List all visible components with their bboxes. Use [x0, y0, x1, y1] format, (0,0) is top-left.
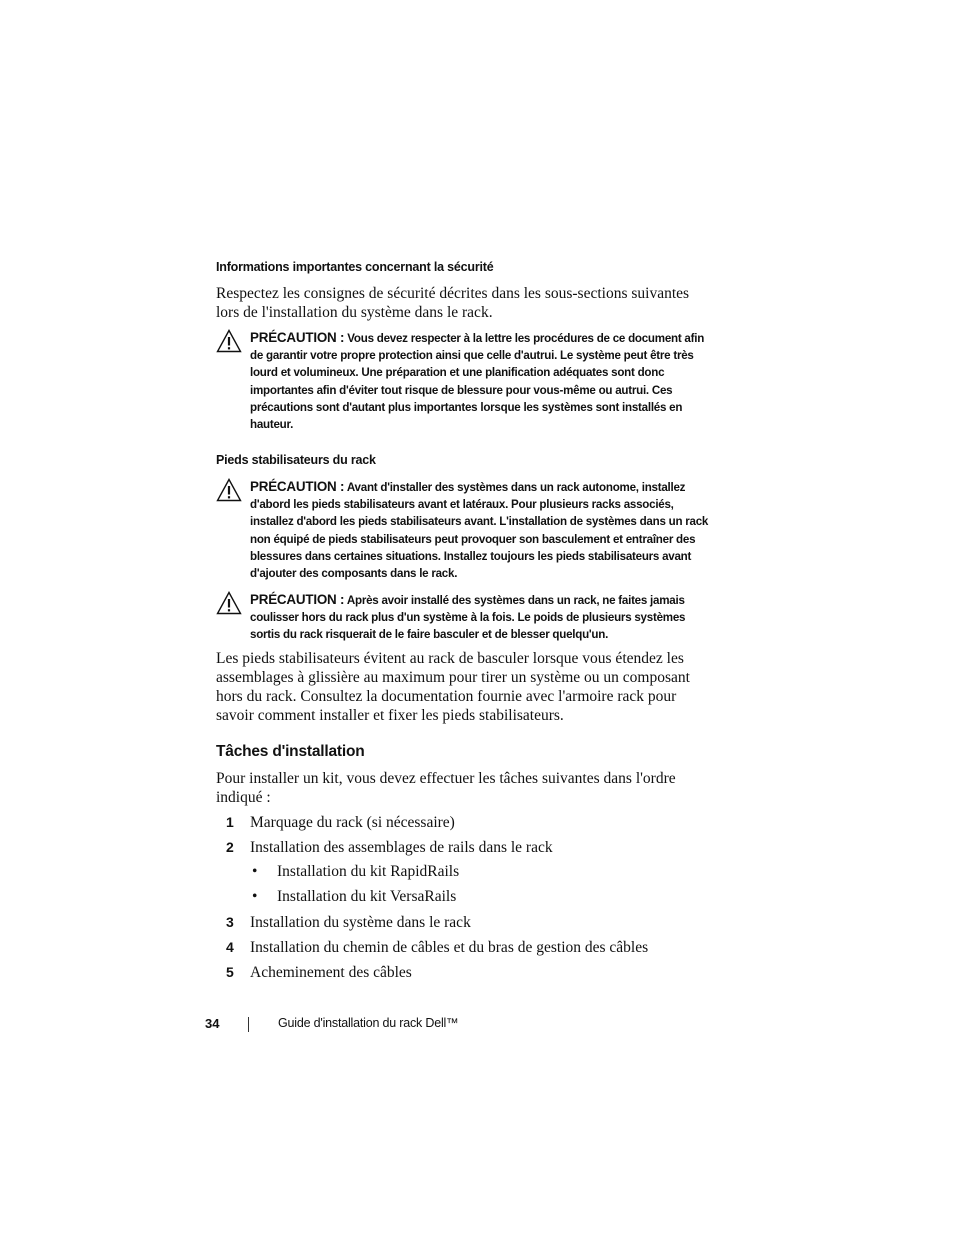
tasks-intro-paragraph: Pour installer un kit, vous devez effectuer les tâches suivantes dans l'ordre indiqué : [216, 770, 676, 806]
step-text: Acheminement des câbles [250, 964, 412, 981]
page-number: 34 [205, 1016, 220, 1031]
caution-text: Après avoir installé des systèmes dans un rack, ne faites jamais coulisser hors du rack plus d'un système à la fois. Le poids de plusieurs systèmes sortis du rack risquerait de le faire basculer et de blesser quelqu'un. [250, 594, 686, 642]
warning-triangle-icon [216, 329, 242, 353]
list-item [226, 812, 455, 832]
sub-list-item [252, 887, 456, 907]
step-text: Installation du système dans le rack [250, 914, 471, 931]
section-heading-stabilizers: Pieds stabilisateurs du rack [216, 453, 376, 467]
caution-block-2 [216, 478, 718, 582]
list-item [226, 962, 412, 982]
list-item [226, 837, 553, 857]
list-item [226, 937, 648, 957]
step-number: 1 [226, 814, 234, 830]
step-text: Installation des assemblages de rails dans le rack [250, 839, 553, 856]
caution-block-3 [216, 591, 718, 644]
bullet-text: Installation du kit RapidRails [277, 863, 460, 880]
stabilizer-body-paragraph: Les pieds stabilisateurs évitent au rack de basculer lorsque vous étendez les assemblages à glissière au maximum pour tirer un système ou un composant hors du rack. Consultez la documentation fournie avec l'armoire rack pour savoir comment installer et fixer les pieds stabilisateurs. [216, 650, 690, 724]
section-heading-safety: Informations importantes concernant la sécurité [216, 260, 494, 274]
caution-text: Avant d'installer des systèmes dans un rack autonome, installez d'abord les pieds stabilisateurs avant et latéraux. Pour plusieurs racks associés, installez d'abord les pieds stabilisateurs avant. L'installation de systèmes dans un rack non équipé de pieds stabilisateurs peut provoquer son basculement et entraîner des blessures dans certaines situations. Installez toujours les pieds stabilisateurs avant d'ajouter des composants dans le rack. [250, 481, 709, 581]
caution-block-1 [216, 329, 718, 433]
caution-label: PRÉCAUTION : [250, 479, 345, 494]
step-number: 4 [226, 939, 234, 955]
safety-intro-paragraph: Respectez les consignes de sécurité décrites dans les sous-sections suivantes lors de l'installation du système dans le rack. [216, 285, 690, 321]
sub-list-item [252, 862, 459, 882]
step-text: Installation du chemin de câbles et du bras de gestion des câbles [250, 939, 649, 956]
step-number: 5 [226, 964, 234, 980]
step-number: 3 [226, 914, 234, 930]
list-item [226, 912, 471, 932]
caution-label: PRÉCAUTION : [250, 330, 345, 345]
warning-triangle-icon [216, 591, 242, 615]
bullet-dot: • [252, 888, 258, 905]
step-number: 2 [226, 839, 234, 855]
step-text: Marquage du rack (si nécessaire) [250, 814, 455, 831]
bullet-dot: • [252, 863, 258, 880]
caution-text: Vous devez respecter à la lettre les procédures de ce document afin de garantir votre propre protection ainsi que celle d'autrui. Le système peut être très lourd et volumineux. Une préparation et une planification adéquates sont donc importantes afin d'éviter tout risque de blessure pour vous-même ou autrui. Ces précautions sont d'autant plus importantes lorsque les systèmes sont installés en hauteur. [250, 332, 705, 432]
warning-triangle-icon [216, 478, 242, 502]
footer-doc-title: Guide d'installation du rack Dell™ [278, 1016, 459, 1030]
footer-divider [248, 1017, 249, 1032]
bullet-text: Installation du kit VersaRails [277, 888, 457, 905]
section-heading-tasks: Tâches d'installation [216, 743, 365, 760]
caution-label: PRÉCAUTION : [250, 592, 345, 607]
